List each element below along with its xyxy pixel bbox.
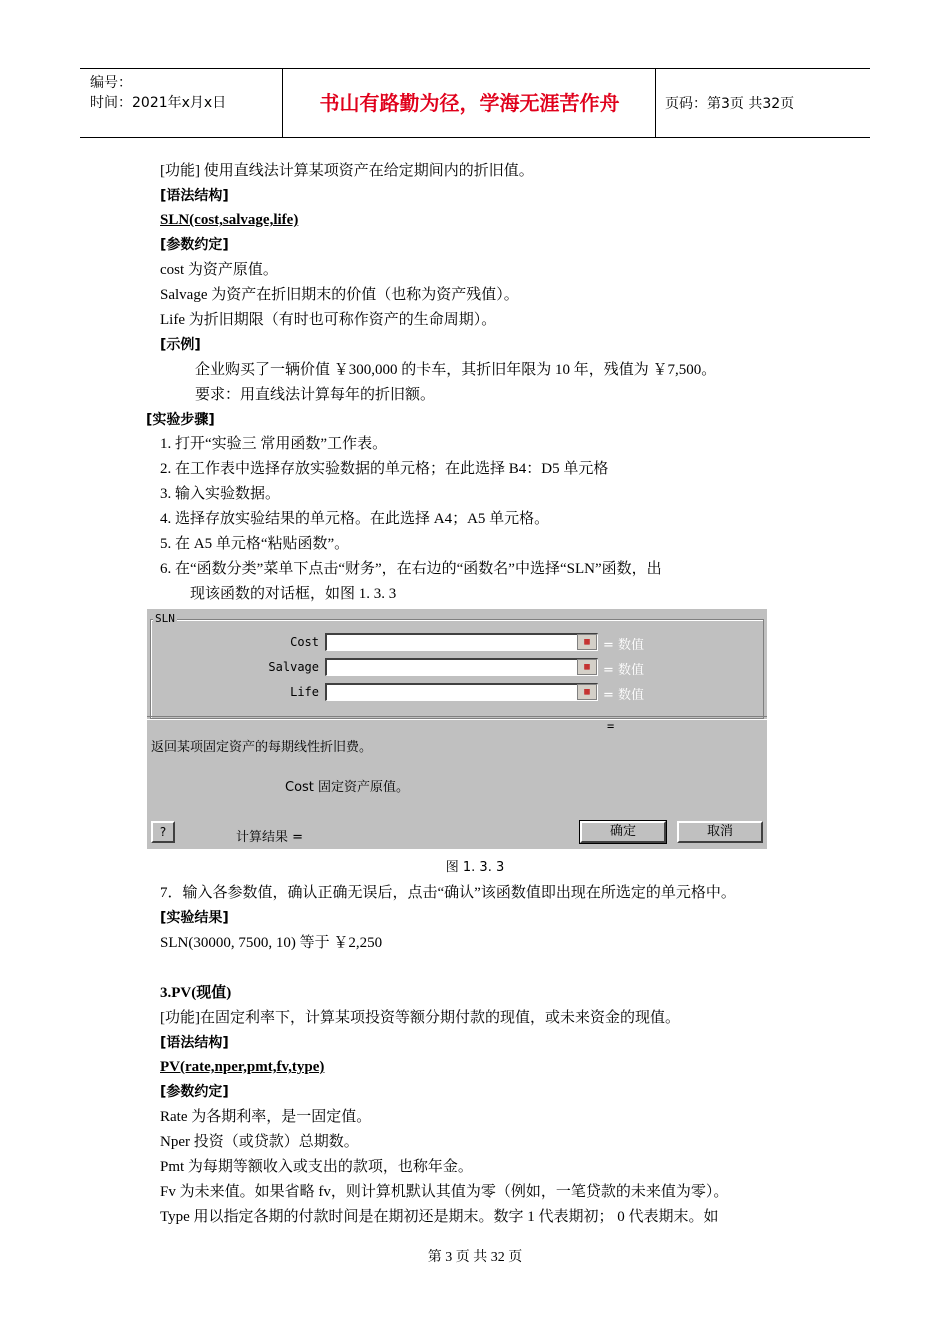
salvage-value-hint: = 数值 bbox=[603, 663, 645, 678]
steps-label: [实验步骤] bbox=[146, 412, 215, 428]
pv-param-rate: Rate 为各期利率，是一固定值。 bbox=[160, 1109, 372, 1125]
pv-syntax-label: [语法结构] bbox=[160, 1035, 229, 1051]
cost-input[interactable] bbox=[325, 633, 598, 651]
pv-param-fv: Fv 为未来值。如果省略 fv，则计算机默认其值为零（例如，一笔贷款的未来值为零）。 bbox=[160, 1184, 729, 1200]
result-equals: = bbox=[607, 719, 615, 733]
pv-heading: 3.PV(现值) bbox=[160, 985, 232, 1001]
life-label: Life bbox=[290, 685, 319, 699]
salvage-label: Salvage bbox=[268, 660, 319, 674]
cost-value-hint: = 数值 bbox=[603, 638, 645, 653]
step-6-cont: 现该函数的对话框，如图 1. 3. 3 bbox=[190, 586, 397, 602]
header-meta bbox=[90, 73, 226, 113]
sln-example-label: [示例] bbox=[160, 337, 201, 353]
cancel-button[interactable]: 取消 bbox=[677, 821, 763, 843]
function-description: 返回某项固定资产的每期线性折旧费。 bbox=[151, 740, 373, 755]
sln-param-salvage: Salvage 为资产在折旧期末的价值（也称为资产残值）。 bbox=[160, 287, 519, 303]
sln-function: [功能] 使用直线法计算某项资产在给定期间内的折旧值。 bbox=[160, 163, 534, 179]
experiment-result: SLN(30000, 7500, 10) 等于 ￥2,250 bbox=[160, 935, 383, 951]
collapse-dialog-icon[interactable]: ▦ bbox=[577, 634, 597, 650]
pv-syntax: PV(rate,nper,pmt,fv,type) bbox=[160, 1059, 325, 1075]
sln-param-cost: cost 为资产原值。 bbox=[160, 262, 278, 278]
page-footer: 第 3 页 共 32 页 bbox=[427, 1250, 523, 1265]
page-header bbox=[80, 68, 870, 138]
sln-params-label: [参数约定] bbox=[160, 237, 229, 253]
sln-syntax: SLN(cost,salvage,life) bbox=[160, 212, 299, 228]
step-7: 7．输入各参数值，确认正确无误后，点击“确认”该函数值即出现在所选定的单元格中。 bbox=[160, 885, 736, 901]
pv-param-type: Type 用以指定各期的付款时间是在期初还是期末。数字 1 代表期初； 0 代表期末。如 bbox=[160, 1209, 719, 1225]
step-6: 6. 在“函数分类”菜单下点击“财务”，在右边的“函数名”中选择“SLN”函数，出 bbox=[160, 561, 662, 577]
time-label: 时间：2021年x月x日 bbox=[90, 95, 227, 111]
pv-params-label: [参数约定] bbox=[160, 1084, 229, 1100]
pv-function: [功能]在固定利率下，计算某项投资等额分期付款的现值，或未来资金的现值。 bbox=[160, 1010, 680, 1026]
step-4: 4. 选择存放实验结果的单元格。在此选择 A4；A5 单元格。 bbox=[160, 511, 550, 527]
sln-example-2: 要求：用直线法计算每年的折旧额。 bbox=[195, 387, 436, 403]
sln-syntax-label: [语法结构] bbox=[160, 188, 229, 204]
step-3: 3. 输入实验数据。 bbox=[160, 486, 281, 502]
step-5: 5. 在 A5 单元格“粘贴函数”。 bbox=[160, 536, 350, 552]
life-value-hint: = 数值 bbox=[603, 688, 645, 703]
formula-result: 计算结果 = bbox=[236, 830, 304, 845]
pv-param-pmt: Pmt 为每期等额收入或支出的款项，也称年金。 bbox=[160, 1159, 473, 1175]
step-2: 2. 在工作表中选择存放实验数据的单元格；在此选择 B4：D5 单元格 bbox=[160, 461, 609, 477]
ok-button[interactable]: 确定 bbox=[580, 821, 666, 843]
parameter-description: Cost 固定资产原值。 bbox=[285, 780, 410, 795]
result-label: [实验结果] bbox=[160, 910, 229, 926]
help-button[interactable] bbox=[151, 821, 175, 843]
collapse-dialog-icon[interactable]: ▦ bbox=[577, 659, 597, 675]
step-1: 1. 打开“实验三 常用函数”工作表。 bbox=[160, 436, 388, 452]
header-motto: 书山有路勤为径，学海无涯苦作舟 bbox=[319, 91, 620, 115]
salvage-input[interactable] bbox=[325, 658, 598, 676]
header-page-info: 页码：第3页 共32页 bbox=[665, 96, 795, 112]
sln-dialog bbox=[147, 609, 767, 849]
dialog-separator bbox=[147, 716, 767, 720]
collapse-dialog-icon[interactable]: ▦ bbox=[577, 684, 597, 700]
figure-caption: 图 1. 3. 3 bbox=[445, 860, 505, 875]
help-icon: ? bbox=[159, 825, 167, 839]
cost-label: Cost bbox=[290, 635, 319, 649]
pv-param-nper: Nper 投资（或贷款）总期数。 bbox=[160, 1134, 359, 1150]
life-input[interactable] bbox=[325, 683, 598, 701]
sln-param-life: Life 为折旧期限（有时也可称作资产的生命周期）。 bbox=[160, 312, 497, 328]
number-label: 编号： bbox=[90, 75, 132, 91]
sln-example-1: 企业购买了一辆价值 ￥300,000 的卡车，其折旧年限为 10 年，残值为 ￥7,500。 bbox=[195, 362, 717, 378]
dialog-title: SLN bbox=[155, 612, 175, 625]
